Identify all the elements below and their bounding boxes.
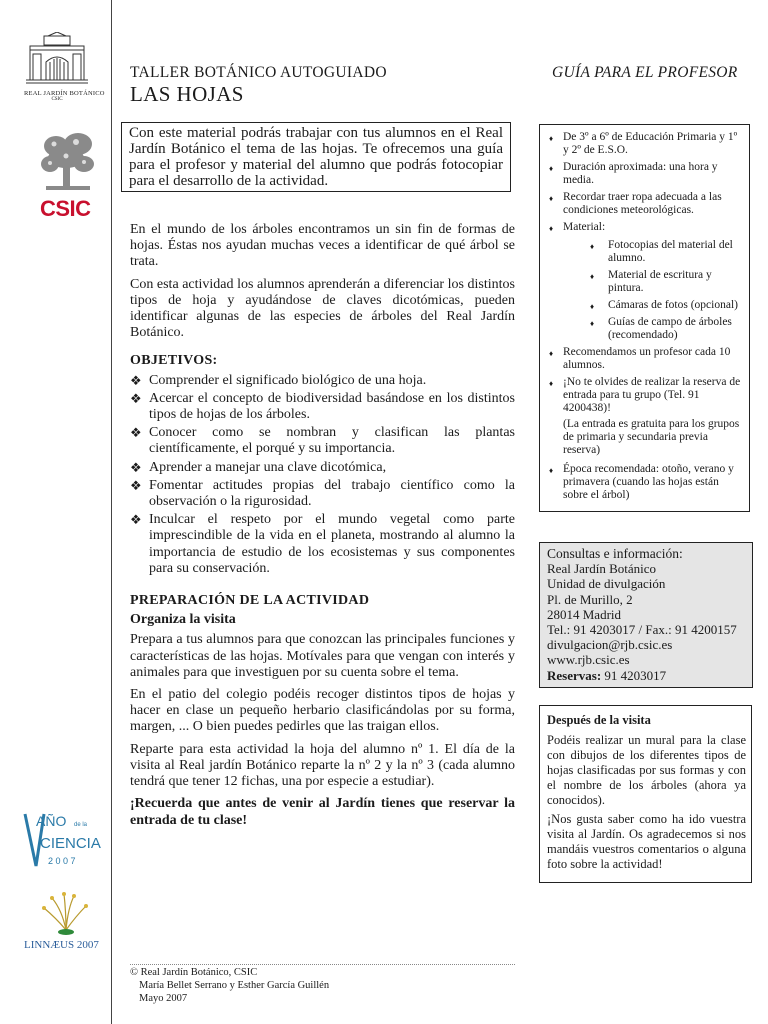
info-item: ♦ Recordar traer ropa adecuada a las condiciones meteorológicas. (549, 191, 722, 216)
contact-line: Real Jardín Botánico (547, 561, 657, 577)
body-paragraph: En el mundo de los árboles encontramos un sin fin de formas de hojas. Éstas nos ayudan muchas veces a identificar de qué árbol se trata. (130, 222, 515, 270)
diamond-bullet-icon: ♦ (549, 194, 554, 203)
diamond-bullet-icon: ♦ (549, 224, 554, 233)
info-item: ♦ De 3º a 6º de Educación Primaria y 1º y 2º de E.S.O. (549, 131, 738, 156)
info-item: ♦ Duración aproximada: una hora y media. (549, 161, 718, 186)
footer-copyright: © Real Jardín Botánico, CSIC (130, 967, 258, 978)
ano-ciencia-logo (22, 808, 106, 870)
footer (130, 967, 329, 1005)
contact-box (539, 542, 753, 688)
reservation-reminder: ¡Recuerda que antes de venir al Jardín tienes que reservar la entrada de tu clase! (130, 796, 515, 828)
footer-authors: María Bellet Serrano y Esther García Guillén (139, 979, 330, 991)
page-title: LAS HOJAS (130, 82, 244, 106)
objective-item: ❖ Acercar el concepto de biodiversidad basándose en los distintos tipos de hojas de los árboles. (130, 390, 515, 423)
rjb-gate-icon (24, 32, 90, 84)
diamond-bullet-icon: ♦ (549, 379, 554, 388)
diamond-bullet-icon: ♦ (549, 349, 554, 358)
after-visit-box (539, 705, 752, 883)
contact-email[interactable]: divulgacion@rjb.csic.es (547, 637, 673, 653)
diamond-bullet-icon: ❖ (130, 477, 142, 493)
ciencia-word-text: CIENCIA (40, 835, 101, 852)
info-box (539, 124, 750, 512)
ciencia-year-text: 2 0 0 7 (48, 856, 76, 866)
body-paragraph: Reparte para esta actividad la hoja del alumno nº 1. El día de la visita al Real jardín Botánico reparte la nº 2 y la nº 3 (cada alumno tendrá que tener 12 fichas, una por especie a estudiar). (130, 741, 515, 790)
diamond-bullet-icon: ♦ (549, 134, 554, 143)
column-divider (111, 0, 112, 1024)
contact-line: Pl. de Murillo, 2 (547, 591, 633, 607)
diamond-bullet-icon: ♦ (549, 164, 554, 173)
diamond-bullet-icon: ♦ (590, 319, 595, 328)
footer-divider (130, 964, 515, 965)
info-item: ♦ Material: ♦ Fotocopias del material del alumno. ♦ Material de escritura y pintura. ♦ Cámaras de fotos (opcional) ♦ Guías de campo de árboles (recomendado) (544, 221, 743, 342)
contact-title: Consultas e información: (547, 546, 683, 561)
contact-website[interactable]: www.rjb.csic.es (547, 652, 630, 668)
material-item: ♦ Guías de campo de árboles (recomendado) (590, 316, 732, 341)
workshop-kicker: TALLER BOTÁNICO AUTOGUIADO (130, 64, 387, 81)
objetivos-heading: OBJETIVOS: (130, 353, 218, 369)
contact-line: 28014 Madrid (547, 606, 622, 622)
rjb-logo-caption: REAL JARDÍN BOTÁNICO (24, 90, 105, 97)
info-item: ♦ Época recomendada: otoño, verano y primavera (cuando las hojas están sobre el árbol) (549, 463, 734, 501)
objective-item: ❖ Aprender a manejar una clave dicotómica, (130, 459, 387, 475)
diamond-bullet-icon: ❖ (130, 425, 142, 441)
ciencia-dela-text: de la (74, 822, 88, 828)
contact-reservations: Reservas: 91 4203017 (547, 667, 667, 683)
diamond-bullet-icon: ❖ (130, 512, 142, 528)
objective-item: ❖ Fomentar actitudes propias del trabajo científico como la observación o la rigurosidad. (130, 477, 515, 510)
footer-date: Mayo 2007 (139, 992, 188, 1004)
main-body (130, 222, 515, 835)
ciencia-ano-text: AÑO (36, 813, 67, 829)
diamond-bullet-icon: ♦ (590, 302, 595, 311)
after-visit-title: Después de la visita (547, 713, 651, 727)
objective-item: ❖ Comprender el significado biológico de una hoja. (130, 372, 427, 388)
organize-subheading: Organiza la visita (130, 612, 236, 628)
material-item: ♦ Cámaras de fotos (opcional) (590, 299, 738, 311)
diamond-bullet-icon: ❖ (130, 390, 142, 406)
contact-line: Unidad de divulgación (547, 576, 666, 592)
after-visit-paragraph: Podéis realizar un mural para la clase con dibujos de los diferentes tipos de hojas clasificadas por sus formas y con el nombre de los árboles (ahora ya conocidos). (547, 733, 746, 807)
after-visit-paragraph: ¡Nos gusta saber como ha ido vuestra visita al Jardín. Os agradecemos si nos mandáis vuestros comentarios o alguna foto sobre la actividad! (547, 812, 746, 871)
material-item: ♦ Material de escritura y pintura. (590, 269, 712, 294)
csic-logo-text: CSIC (40, 196, 91, 221)
diamond-bullet-icon: ❖ (130, 459, 142, 475)
diamond-bullet-icon: ♦ (590, 272, 595, 281)
info-item: ♦ Recomendamos un profesor cada 10 alumnos. (549, 346, 731, 371)
diamond-bullet-icon: ❖ (130, 372, 142, 388)
body-paragraph: Prepara a tus alumnos para que conozcan las principales funciones y características de las hojas. Motívales para que vengan con interés y animales para que investiguen por su cuenta sobre el tema. (130, 632, 515, 680)
free-entry-note: (La entrada es gratuita para los grupos de primaria y secundaria previa reserva) (563, 418, 740, 456)
linnaeus-text: LINNÆUS 2007 (24, 939, 99, 951)
body-paragraph: En el patio del colegio podéis recoger distintos tipos de hojas y hacer en clase un pequeño herbario clasificándolas por su forma, margen, ... O bien puedes pedirles que las traigan ellos. (130, 687, 515, 735)
objetivos-list (130, 373, 515, 577)
diamond-bullet-icon: ♦ (549, 466, 554, 475)
body-paragraph: Con esta actividad los alumnos aprenderán a diferenciar los distintos tipos de hoja y ayudándose de claves dicotómicas, pueden identificar algunas de las especies de árboles del Real Jardín Botánico. (130, 276, 515, 341)
intro-box: Con este material podrás trabajar con tus alumnos en el Real Jardín Botánico el tema de las hojas. Te ofrecemos una guía para el profesor y material del alumno que podrás fotocopiar para el desarrollo de la actividad. (121, 122, 511, 192)
materials-list (563, 239, 743, 342)
linnaeus-logo (22, 890, 110, 952)
material-item: ♦ Fotocopias del material del alumno. (590, 239, 733, 264)
objective-item: ❖ Inculcar el respeto por el mundo vegetal como parte imprescindible de la vida en el planeta, mostrando al alumno la importancia de estudio de los ecosistemas y sus componentes para su conservación. (130, 512, 515, 576)
diamond-bullet-icon: ♦ (590, 242, 595, 251)
preparation-heading: PREPARACIÓN DE LA ACTIVIDAD (130, 593, 370, 609)
csic-tree-icon (36, 132, 100, 194)
guide-label: GUÍA PARA EL PROFESOR (552, 64, 738, 81)
info-item: ♦ ¡No te olvides de realizar la reserva de entrada para tu grupo (Tel. 91 4200438)! (549, 376, 741, 414)
rjb-logo (24, 32, 105, 102)
objective-item: ❖ Conocer como se nombran y clasifican las plantas científicamente, el porqué y su importancia. (130, 425, 515, 457)
contact-phone: Tel.: 91 4203017 / Fax.: 91 4200157 (547, 622, 737, 638)
rjb-logo-subcaption: CSIC (51, 97, 63, 102)
